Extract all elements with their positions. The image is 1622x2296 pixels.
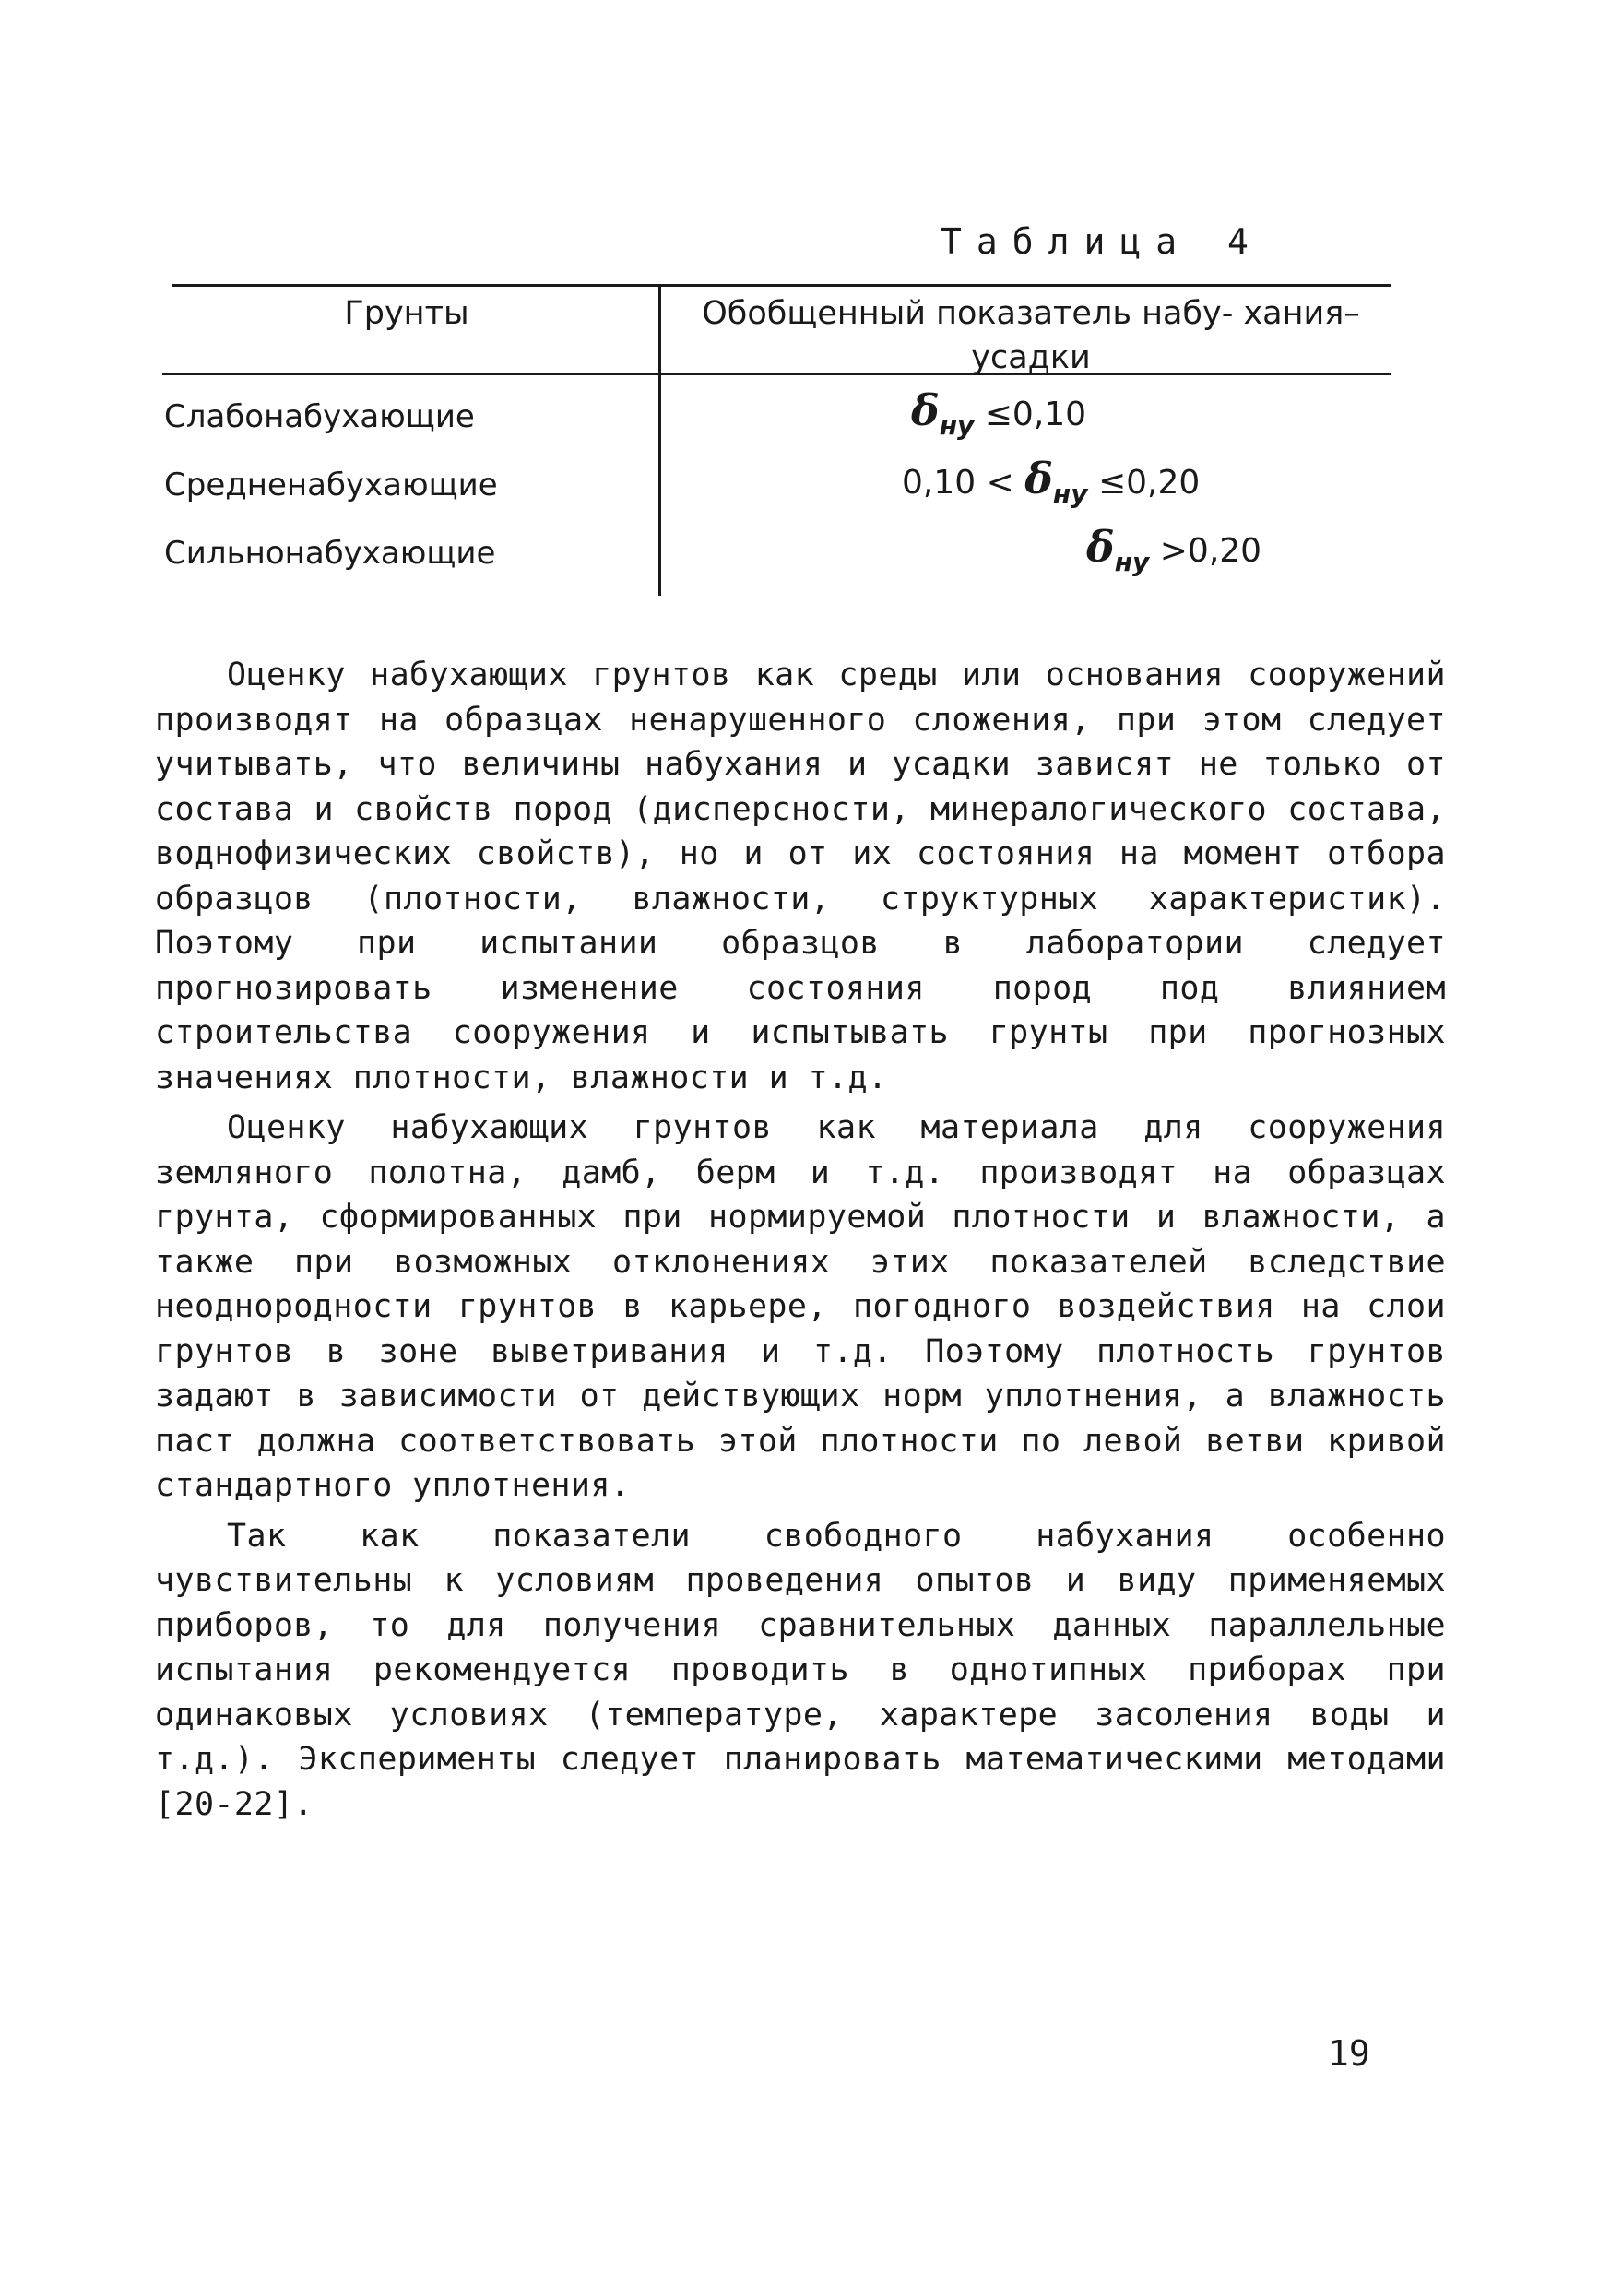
table-caption: Таблица 4 [941,221,1263,262]
paragraph-free-swelling: Так как показатели свободного набухания особенно чувствительны к условиям проведения опытов и виду применяемых приборов, то для получения сравнительных данных параллельные испытания рекомендуется проводить в однотипных приборах при одинаковых условиях (температуре, характере засоления воды и т.д.). Эксперименты следует планировать математическими методами [20-22]. [155,1517,1446,1823]
delta-symbol: δ [1086,522,1115,572]
body-text [155,653,1446,1832]
paragraph-natural-soils: Оценку набухающих грунтов как среды или основания сооружений производят на образцах ненарушенного сложения, при этом следует учитывать, что величины набухания и усадки зависят не только от состава и свойств пород (дисперсности, минералогического состава, воднофизических свойств), но и от их состояния на момент отбора образцов (плотности, влажности, структурных характеристик). Поэтому при испытании образцов в лаборатории следует прогнозировать изменение состояния пород под влиянием строительства сооружения и испытывать грунты при прогнозных значениях плотности, влажности и т.д. [155,657,1446,1096]
row-formula-strong [1086,522,1262,577]
page-number: 19 [1328,2033,1370,2074]
column-header-index: Обобщенный показатель набу- хания– усадки [702,295,1360,376]
row-formula-weak-op: ≤ [984,396,1012,433]
table-top-rule [172,284,1391,287]
delta-subscript: ну [939,410,975,441]
paragraph-construction-material: Оценку набухающих грунтов как материала для сооружения земляного полотна, дамб, берм и т.д. производят на образцах грунта, сформированных при нормируемой плотности и влажности, а также при возможных отклонениях этих показателей вследствие неоднородности грунтов в карьере, погодного воздействия на слои грунтов в зоне выветривания и т.д. Поэтому плотность грунтов задают в зависимости от действующих норм уплотнения, а влажность паст должна соответствовать этой плотности по левой ветви кривой стандартного уплотнения. [155,1109,1446,1504]
delta-subscript: ну [1052,479,1088,509]
delta-symbol: δ [1024,454,1053,503]
delta-subscript: ну [1114,547,1150,577]
row-formula-strong-op: > [1159,532,1188,570]
row-formula-medium-right: 0,20 [1126,464,1201,502]
swelling-classification-table [155,277,1391,599]
table-column-divider [658,284,661,596]
row-formula-weak [911,385,1087,441]
row-formula-medium-left: 0,10 < [902,464,1014,502]
row-formula-strong-right: 0,20 [1187,532,1262,570]
row-formula-medium-op: ≤ [1097,464,1127,502]
row-formula-medium [902,454,1201,509]
row-formula-weak-right: 0,10 [1012,396,1087,433]
column-header-soils: Грунты [344,295,469,332]
row-soil-weak: Слабонабухающие [164,398,475,435]
delta-symbol: δ [911,385,940,435]
row-soil-medium: Средненабухающие [164,467,498,503]
row-soil-strong: Сильнонабухающие [164,535,496,572]
